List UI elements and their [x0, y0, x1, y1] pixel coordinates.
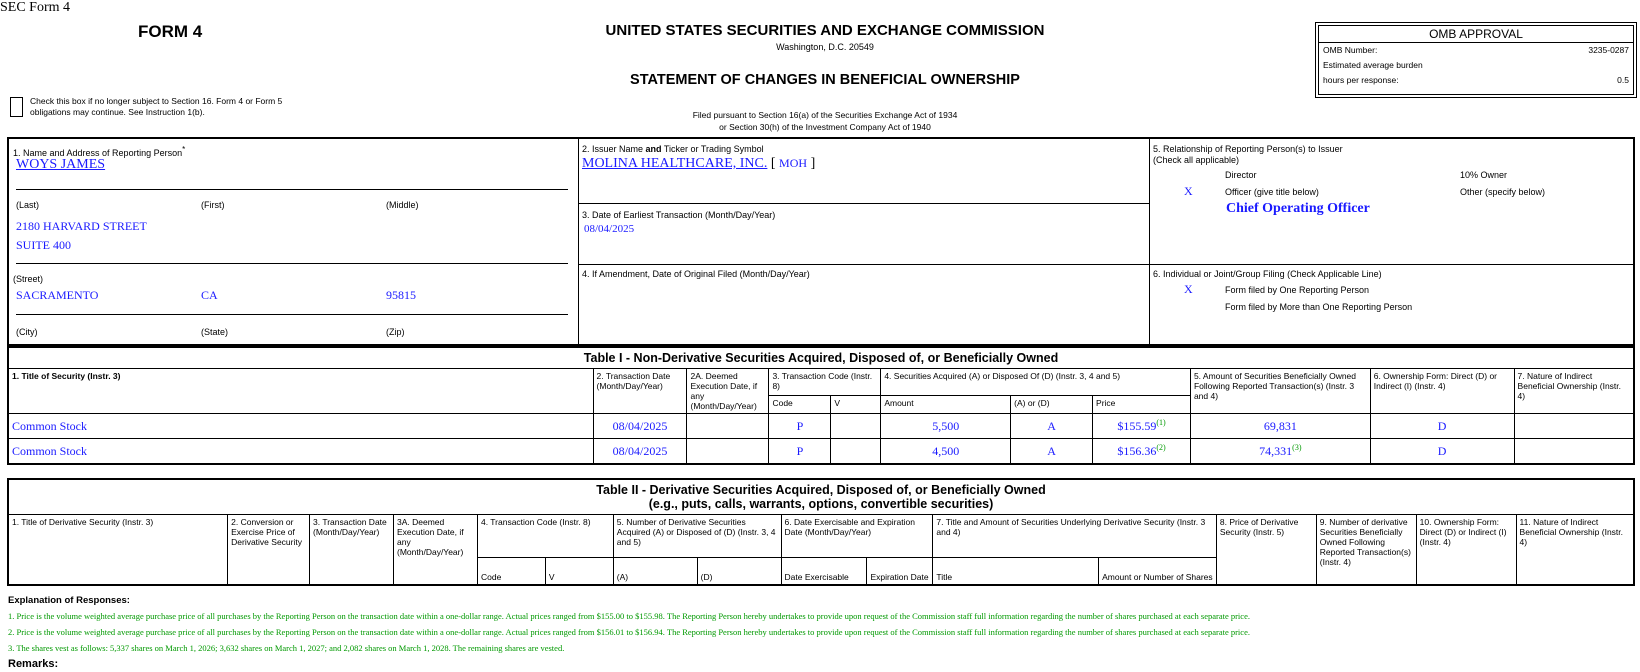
t1-r1-ad: A	[1011, 439, 1093, 465]
omb-number-label: OMB Number:	[1323, 45, 1378, 55]
t1-h-v-sub: V	[831, 396, 881, 414]
t2-h-price: 8. Price of Derivative Security (Instr. 5)	[1216, 515, 1316, 586]
other-label: Other (specify below)	[1460, 187, 1546, 197]
t1-r1-nature	[1514, 439, 1634, 465]
agency-title: UNITED STATES SECURITIES AND EXCHANGE COMMISSION	[605, 22, 1045, 39]
t1-r1-price-cell	[1093, 439, 1191, 465]
t1-h-ownership: 6. Ownership Form: Direct (D) or Indirect (I) (Instr. 4)	[1370, 369, 1514, 414]
box1-label-text: 1. Name and Address of Reporting Person	[13, 148, 183, 158]
t1-r1-deemed	[687, 439, 769, 465]
box2-label-and: and	[645, 144, 662, 154]
t1-r0-price-footnote: (1)	[1156, 418, 1166, 427]
t1-r1-title: Common Stock	[8, 439, 593, 465]
footnote-2: 2. Price is the volume weighted average purchase price of all purchases by the Reporting Person on the transaction date within a one-dollar range. Actual prices ranged from $156.01 to $156.94. The Reporting Person hereby undertakes to provide upon request of the Commission staff full information regarding the number of shares purchased at each separate price.	[8, 627, 1250, 637]
filed-line-2: or Section 30(h) of the Investment Company Act of 1940	[719, 122, 931, 132]
t1-r1-price-footnote: (2)	[1156, 443, 1166, 452]
section16-checkbox[interactable]	[10, 97, 23, 117]
omb-number-value: 3235-0287	[1588, 45, 1629, 55]
t1-r1-form: D	[1370, 439, 1514, 465]
divider	[578, 264, 1635, 265]
omb-approval-box	[1315, 22, 1637, 98]
t2-h-deemed: 3A. Deemed Execution Date, if any (Month/Day/Year)	[394, 515, 478, 586]
earliest-transaction-date: 08/04/2025	[584, 223, 635, 235]
t1-h-amount-sub: Amount	[881, 396, 1011, 414]
bracket-close: ]	[810, 156, 816, 171]
t1-r0-price: $155.59	[1117, 419, 1157, 433]
t1-h-date: 2. Transaction Date (Month/Day/Year)	[593, 369, 687, 414]
t1-r0-price-cell	[1093, 414, 1191, 439]
t1-r1-v	[831, 439, 881, 465]
t2-h-a-sub: (A)	[613, 558, 697, 586]
middle-label: (Middle)	[386, 200, 419, 210]
explanation-heading: Explanation of Responses:	[8, 595, 130, 606]
box3-label: 3. Date of Earliest Transaction (Month/Day/Year)	[582, 210, 776, 220]
t2-h-expiration-sub: Expiration Date	[867, 558, 933, 586]
section16-text-2: obligations may continue. See Instruction 1(b).	[30, 107, 205, 117]
divider	[16, 189, 568, 190]
t1-r0-title: Common Stock	[8, 414, 593, 439]
t1-h-nature: 7. Nature of Indirect Beneficial Ownership (Instr. 4)	[1514, 369, 1634, 414]
issuer-name-link[interactable]: MOLINA HEALTHCARE, INC.	[582, 156, 768, 171]
t2-h-d-sub: (D)	[697, 558, 781, 586]
t2-h-amount-sub: Amount or Number of Shares	[1099, 558, 1217, 586]
t2-h-code-sub: Code	[477, 558, 545, 586]
street-line-1: 2180 HARVARD STREET	[16, 219, 147, 233]
zip-value: 95815	[386, 288, 416, 302]
statement-title: STATEMENT OF CHANGES IN BENEFICIAL OWNERSHIP	[630, 72, 1020, 88]
section16-checkbox-label	[30, 96, 330, 118]
box4-label: 4. If Amendment, Date of Original Filed (Month/Day/Year)	[582, 269, 810, 279]
t1-r0-ad: A	[1011, 414, 1093, 439]
divider	[16, 263, 568, 264]
t1-r0-deemed	[687, 414, 769, 439]
t2-h-underlying: 7. Title and Amount of Securities Underlying Derivative Security (Instr. 3 and 4)	[933, 515, 1217, 558]
ticker-symbol[interactable]: MOH	[779, 156, 808, 170]
first-label: (First)	[201, 200, 225, 210]
box5-label-1: 5. Relationship of Reporting Person(s) to Issuer	[1153, 144, 1343, 154]
state-label: (State)	[201, 327, 229, 337]
t2-h-date: 3. Transaction Date (Month/Day/Year)	[310, 515, 394, 586]
street-label: (Street)	[13, 274, 44, 284]
officer-label: Officer (give title below)	[1225, 187, 1319, 197]
t1-r0-nature	[1514, 414, 1634, 439]
last-label: (Last)	[16, 200, 40, 210]
divider	[1149, 139, 1150, 344]
omb-hours-label: hours per response:	[1323, 75, 1399, 85]
footnote-1: 1. Price is the volume weighted average purchase price of all purchases by the Reporting Person on the transaction date within a one-dollar range. Actual prices ranged from $155.00 to $155.98. The Reporting Person hereby undertakes to provide upon request of the Commission staff full information regarding the number of shares purchased at each separate price.	[8, 611, 1250, 621]
street-line-2: SUITE 400	[16, 238, 71, 252]
omb-burden-label: Estimated average burden	[1323, 60, 1423, 70]
t1-h-title: 1. Title of Security (Instr. 3)	[8, 369, 593, 414]
issuer-line	[582, 156, 815, 172]
t2-h-code: 4. Transaction Code (Instr. 8)	[477, 515, 613, 558]
t1-r1-price: $156.36	[1117, 444, 1157, 458]
t1-h-code-sub: Code	[769, 396, 831, 414]
filed-line-1: Filed pursuant to Section 16(a) of the Securities Exchange Act of 1934	[692, 110, 958, 120]
city-label: (City)	[16, 327, 38, 337]
t2-h-number: 5. Number of Derivative Securities Acquired (A) or Disposed of (D) (Instr. 3, 4 and 5)	[613, 515, 781, 558]
table1-title: Table I - Non-Derivative Securities Acquired, Disposed of, or Beneficially Owned	[8, 347, 1634, 369]
t1-h-deemed: 2A. Deemed Execution Date, if any (Month/Day/Year)	[687, 369, 769, 414]
table2-title-cell	[8, 479, 1634, 515]
divider	[16, 314, 568, 315]
agency-location: Washington, D.C. 20549	[776, 42, 874, 52]
table-non-derivative	[7, 346, 1635, 465]
box2-label	[582, 144, 764, 155]
bracket-open: [	[770, 156, 776, 171]
t1-h-price-sub: Price	[1093, 396, 1191, 414]
box5-label-2: (Check all applicable)	[1153, 155, 1240, 165]
t1-r1-code: P	[769, 439, 831, 465]
t1-r1-owned-cell	[1190, 439, 1370, 465]
t1-r1-owned: 74,331	[1259, 444, 1293, 458]
form-title: FORM 4	[138, 22, 203, 41]
t2-h-ownership: 10. Ownership Form: Direct (D) or Indirect (I) (Instr. 4)	[1416, 515, 1516, 586]
omb-hours-row	[1319, 73, 1633, 88]
t2-h-owned: 9. Number of derivative Securities Beneficially Owned Following Reported Transaction(s) (Instr. 4)	[1316, 515, 1416, 586]
table2-subtitle: (e.g., puts, calls, warrants, options, convertible securities)	[648, 497, 994, 511]
box2-label-a: 2. Issuer Name	[582, 144, 646, 154]
t1-h-code: 3. Transaction Code (Instr. 8)	[769, 369, 881, 396]
omb-number-row	[1319, 43, 1633, 58]
footnote-3: 3. The shares vest as follows: 5,337 shares on March 1, 2026; 3,632 shares on March 1, 2027; and 2,082 shares on March 1, 2028. The remaining shares are vested.	[8, 643, 565, 653]
director-label: Director	[1225, 170, 1257, 180]
box6-label: 6. Individual or Joint/Group Filing (Check Applicable Line)	[1153, 269, 1382, 279]
table-derivative	[7, 478, 1635, 586]
ten-percent-owner-label: 10% Owner	[1460, 170, 1508, 180]
state-value: CA	[201, 288, 218, 302]
remarks-heading: Remarks:	[8, 658, 59, 670]
more-reporting-persons-label: Form filed by More than One Reporting Person	[1225, 302, 1413, 312]
t2-h-date-exercisable-sub: Date Exercisable	[781, 558, 867, 586]
section16-text-1: Check this box if no longer subject to Section 16. Form 4 or Form 5	[30, 96, 283, 106]
t2-h-title-sub: Title	[933, 558, 1099, 586]
box1-asterisk: *	[182, 145, 186, 154]
t1-r0-form: D	[1370, 414, 1514, 439]
divider	[578, 139, 579, 344]
t1-r0-date: 08/04/2025	[593, 414, 687, 439]
one-reporting-person-label: Form filed by One Reporting Person	[1225, 285, 1370, 295]
officer-title: Chief Operating Officer	[1226, 201, 1370, 216]
t1-r0-owned: 69,831	[1263, 419, 1297, 433]
reporting-boxes	[7, 137, 1635, 346]
t1-r0-code: P	[769, 414, 831, 439]
table-row	[8, 439, 1634, 465]
omb-title: OMB APPROVAL	[1319, 26, 1633, 43]
officer-check-mark: X	[1184, 184, 1193, 198]
t1-r0-owned-cell	[1190, 414, 1370, 439]
t1-r0-v	[831, 414, 881, 439]
t2-h-conversion: 2. Conversion or Exercise Price of Derivative Security	[228, 515, 310, 586]
t1-r1-amount: 4,500	[881, 439, 1011, 465]
t2-h-exercisable: 6. Date Exercisable and Expiration Date (Month/Day/Year)	[781, 515, 933, 558]
t1-r0-amount: 5,500	[881, 414, 1011, 439]
t1-h-aord-sub: (A) or (D)	[1011, 396, 1093, 414]
reporting-person-name[interactable]: WOYS JAMES	[16, 157, 106, 172]
t1-r1-date: 08/04/2025	[593, 439, 687, 465]
table2-title: Table II - Derivative Securities Acquired, Disposed of, or Beneficially Owned	[596, 483, 1046, 497]
city-value: SACRAMENTO	[16, 288, 99, 302]
omb-hours-value: 0.5	[1617, 75, 1629, 85]
divider	[578, 203, 1149, 204]
omb-burden-row	[1319, 58, 1633, 73]
t1-h-amount-owned: 5. Amount of Securities Beneficially Owned Following Reported Transaction(s) (Instr. 3 and 4)	[1190, 369, 1370, 414]
table-row	[8, 414, 1634, 439]
filed-pursuant	[560, 109, 1090, 133]
t1-r1-owned-footnote: (3)	[1292, 443, 1302, 452]
box2-label-b: Ticker or Trading Symbol	[661, 144, 764, 154]
t2-h-nature: 11. Nature of Indirect Beneficial Ownership (Instr. 4)	[1516, 515, 1634, 586]
t2-h-v-sub: V	[545, 558, 613, 586]
zip-label: (Zip)	[386, 327, 405, 337]
individual-filing-check-mark: X	[1184, 282, 1193, 296]
t2-h-title: 1. Title of Derivative Security (Instr. 3)	[8, 515, 228, 586]
t1-h-securities: 4. Securities Acquired (A) or Disposed Of (D) (Instr. 3, 4 and 5)	[881, 369, 1191, 396]
sec-form-label: SEC Form 4	[0, 0, 71, 15]
